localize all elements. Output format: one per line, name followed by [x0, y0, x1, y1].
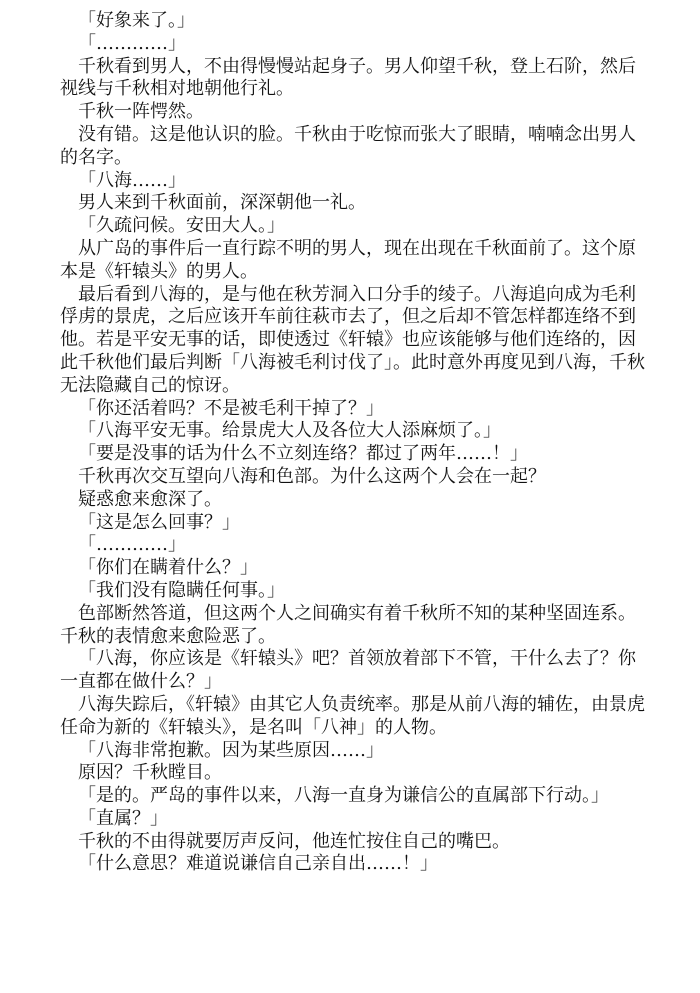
paragraph: 千秋的不由得就要厉声反问，他连忙按住自己的嘴巴。 [78, 830, 510, 852]
paragraph: 「我们没有隐瞒任何事。」 [78, 579, 285, 601]
paragraph: 「…………」 [78, 32, 186, 54]
paragraph: 男人来到千秋面前，深深朝他一礼。 [78, 192, 366, 214]
paragraph: 「什么意思？难道说谦信自己亲自出……！」 [78, 853, 438, 875]
paragraph: 疑惑愈来愈深了。 [78, 488, 222, 510]
paragraph: 「八海，你应该是《轩辕头》吧？首领放着部下不管，干什么去了？你一直都在做什么？」 [60, 648, 636, 693]
paragraph: 千秋看到男人，不由得慢慢站起身子。男人仰望千秋，登上石阶，然后视线与千秋相对地朝他行礼。 [60, 55, 636, 100]
paragraph: 「要是没事的话为什么不立刻连络？都过了两年……！」 [78, 443, 528, 465]
paragraph: 没有错。这是他认识的脸。千秋由于吃惊而张大了眼睛，喃喃念出男人的名字。 [60, 123, 636, 168]
paragraph: 「八海非常抱歉。因为某些原因……」 [78, 739, 384, 761]
paragraph: 「你们在瞒着什么？」 [78, 557, 258, 579]
paragraph: 「直属？」 [78, 807, 168, 829]
paragraph: 「八海……」 [78, 169, 186, 191]
paragraph: 色部断然答道，但这两个人之间确实有着千秋所不知的某种坚固连系。千秋的表情愈来愈险恶了。 [60, 602, 636, 647]
paragraph: 「八海平安无事。给景虎大人及各位大人添麻烦了。」 [78, 420, 501, 442]
paragraph: 「久疏问候。安田大人。」 [78, 215, 285, 237]
paragraph: 「是的。严岛的事件以来，八海一直身为谦信公的直属部下行动。」 [78, 785, 609, 807]
paragraph: 原因？千秋瞠目。 [78, 762, 222, 784]
paragraph: 「…………」 [78, 534, 186, 556]
paragraph: 「好象来了。」 [78, 10, 195, 31]
paragraph: 「这是怎么回事？」 [78, 511, 240, 533]
paragraph: 最后看到八海的，是与他在秋芳洞入口分手的绫子。八海追向成为毛利俘虏的景虎，之后应该开车前往萩市去了，但之后却不管怎样都连络不到他。若是平安无事的话，即使透过《轩辕》也应该能够与他们连络的，因此千秋他们最后判断「八海被毛利讨伐了」。此时意外再度见到八海，千秋无法隐藏自己的惊讶。 [60, 283, 645, 396]
paragraph: 从广岛的事件后一直行踪不明的男人，现在出现在千秋面前了。这个原本是《轩辕头》的男人。 [60, 237, 636, 282]
paragraph: 八海失踪后，《轩辕》由其它人负责统率。那是从前八海的辅佐，由景虎任命为新的《轩辕头》，是名叫「八神」的人物。 [60, 693, 645, 738]
paragraph: 千秋再次交互望向八海和色部。为什么这两个人会在一起？ [78, 465, 546, 487]
paragraph: 「你还活着吗？不是被毛利干掉了？」 [78, 397, 384, 419]
paragraph: 千秋一阵愕然。 [78, 101, 204, 123]
